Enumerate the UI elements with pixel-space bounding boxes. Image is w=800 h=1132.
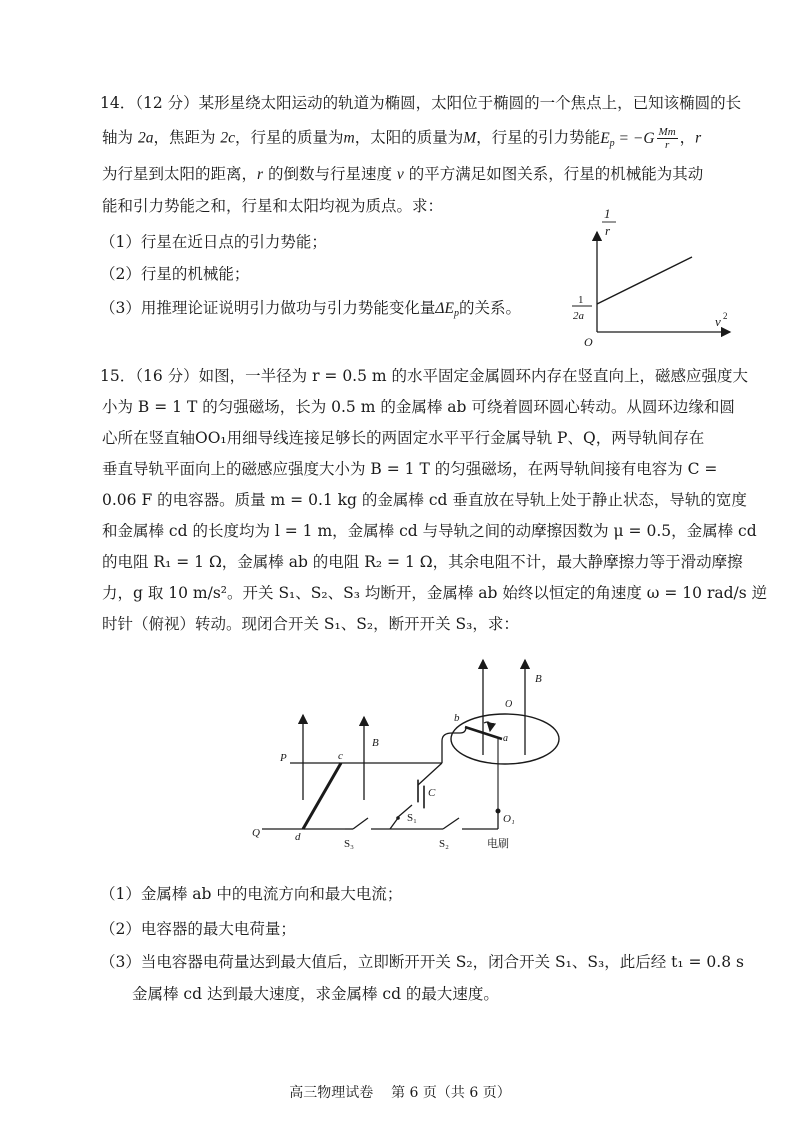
label-b-left: B (372, 737, 379, 749)
graph-y-label-num: 1 (604, 206, 611, 221)
label-p: P (280, 752, 287, 764)
label-q: Q (252, 827, 260, 839)
q15-line-9: 时针（俯视）转动。现闭合开关 S₁、S₂，断开开关 S₃，求： (102, 615, 519, 633)
q15-line-8: 力，g 取 10 m/s²。开关 S₁、S₂、S₃ 均断开，金属棒 ab 始终以恒定的角速度 ω = 10 rad/s 逆 (102, 584, 768, 602)
label-o1: O₁ (503, 813, 515, 825)
footer-page: 第 6 页（共 6 页） (391, 1085, 511, 1101)
graph-y-label-den: r (605, 223, 611, 238)
brush-contact (496, 809, 501, 814)
q15-line-7: 的电阻 R₁ = 1 Ω，金属棒 ab 的电阻 R₂ = 1 Ω，其余电阻不计，最大静摩擦力等于滑动摩擦 (102, 553, 743, 571)
label-s3: S₃ (344, 838, 354, 850)
q14-number: 14． (100, 94, 136, 112)
q14-line-4: 能和引力势能之和，行星和太阳均视为质点。求： (102, 197, 444, 215)
q15-sub2: （2）电容器的最大电荷量； (100, 920, 296, 938)
label-a: a (503, 733, 508, 744)
q15-sub3-line-1: （3）当电容器电荷量达到最大值后，立即断开开关 S₂，闭合开关 S₁、S₃，此后经 t₁ = 0.8 s (100, 953, 744, 971)
q15-line-2: 小为 B = 1 T 的匀强磁场，长为 0.5 m 的金属棒 ab 可绕着圆环圆心转动。从圆环边缘和圆 (102, 398, 735, 416)
switch-s3 (353, 818, 368, 829)
footer-title: 高三物理试卷 (289, 1085, 374, 1101)
graph-intercept-num: 1 (578, 294, 584, 306)
q14-sub2: （2）行星的机械能； (100, 265, 250, 283)
q14-sub3: （3）用推理论证说明引力做功与引力势能变化量$\Delta E_p$的关系。 (100, 299, 521, 319)
q14-line-3: 为行星到太阳的距离，r 的倒数与行星速度 v 的平方满足如图关系，行星的机械能为其动 (102, 165, 704, 183)
label-b: b (454, 712, 460, 724)
potential-energy-formula: $E_p = -G$ $\frac{Mm}{r}$ (600, 126, 676, 151)
q14-line-2: 轴为 2a，焦距为 2c，行星的质量为m，太阳的质量为M，行星的引力势能$E_p = -G$ $\frac{Mm}{r}$ ，r (102, 126, 702, 151)
graph-line (597, 257, 692, 304)
rotation-arrow (484, 722, 490, 731)
q15-line-3: 心所在竖直轴OO₁用细导线连接足够长的两固定水平平行金属导轨 P、Q，两导轨间存在 (102, 429, 705, 447)
label-s2: S₂ (439, 838, 449, 850)
q15-line-5: 0.06 F 的电容器。质量 m = 0.1 kg 的金属棒 cd 垂直放在导轨上处于静止状态，导轨的宽度 (102, 491, 747, 509)
q15-line-1: 15．（16 分）如图，一半径为 r = 0.5 m 的水平固定金属圆环内存在竖直向上，磁感应强度大 (100, 367, 749, 385)
circuit-diagram (240, 655, 580, 855)
label-capacitor: C (428, 787, 436, 799)
label-brush: 电刷 (487, 838, 509, 850)
q15-sub3-line-2: 金属棒 cd 达到最大速度，求金属棒 cd 的最大速度。 (132, 985, 499, 1003)
capacitor-plate-1 (407, 780, 430, 803)
label-b-right: B (535, 673, 542, 685)
q14-score: （12 分） (135, 94, 199, 112)
q15-score: （16 分） (135, 367, 199, 385)
q15-line-4: 垂直导轨平面向上的磁感应强度大小为 B = 1 T 的匀强磁场，在两导轨间接有电容为 C = (102, 460, 718, 478)
q14-graph (560, 196, 740, 346)
q14-line-1: 14．（12 分）某形星绕太阳运动的轨道为椭圆，太阳位于椭圆的一个焦点上，已知该椭圆的长 (100, 94, 742, 112)
graph-origin: O (584, 335, 593, 346)
q15-line-6: 和金属棒 cd 的长度均为 l = 1 m，金属棒 cd 与导轨之间的动摩擦因数为 μ = 0.5，金属棒 cd (102, 522, 757, 540)
graph-x-exp: 2 (723, 311, 728, 321)
switch-s2 (443, 818, 459, 829)
label-o: O (505, 699, 513, 710)
q15-number: 15． (100, 367, 136, 385)
rod-cd (303, 763, 341, 829)
label-s1: S₁ (407, 812, 417, 824)
q15-sub1: （1）金属棒 ab 中的电流方向和最大电流； (100, 885, 403, 903)
page-footer (0, 1082, 800, 1102)
graph-x-label: v (715, 314, 721, 329)
q14-sub1: （1）行星在近日点的引力势能； (100, 233, 327, 251)
graph-intercept-den: 2a (573, 310, 584, 322)
label-d: d (295, 831, 301, 843)
label-c: c (338, 750, 343, 762)
